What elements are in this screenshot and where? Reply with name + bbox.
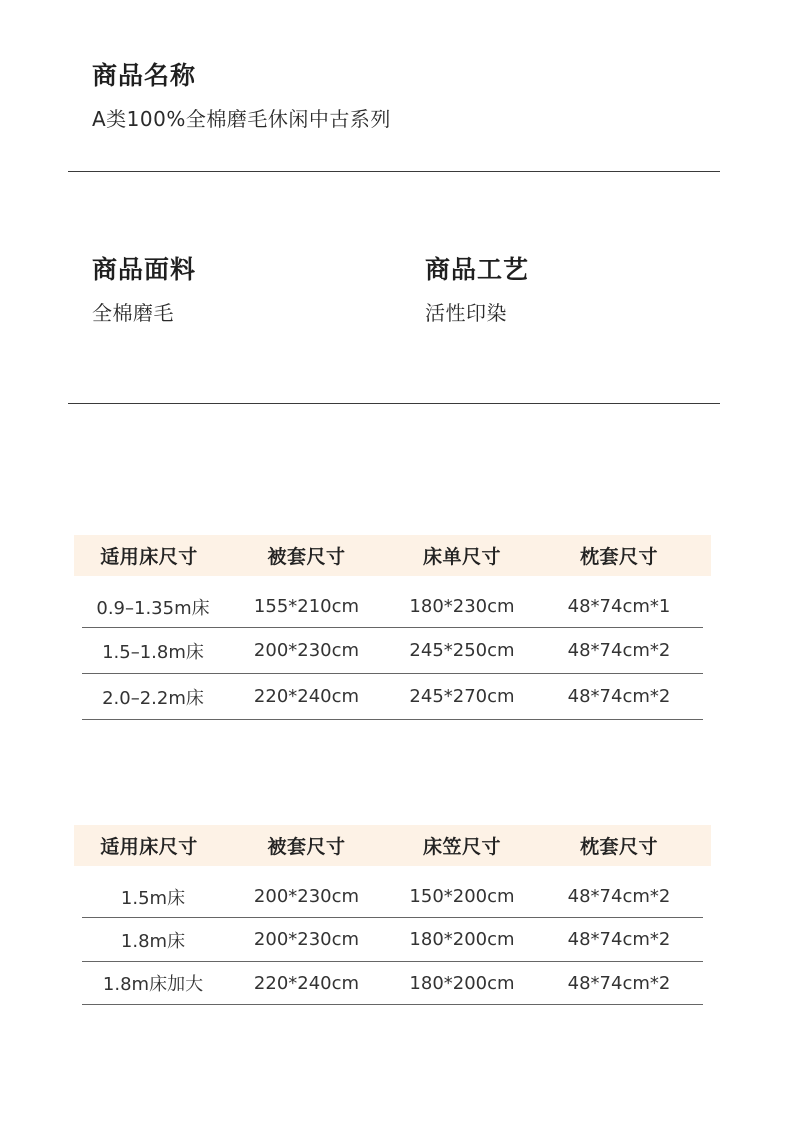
divider-2 <box>68 403 720 404</box>
product-name-title: 商品名称 <box>92 61 197 90</box>
header-sheet-size: 床单尺寸 <box>422 546 501 568</box>
table-header-row <box>74 535 711 576</box>
header-bed-size: 适用床尺寸 <box>100 546 198 568</box>
cell-duvet-size: 200*230cm <box>253 640 360 661</box>
header-pillowcase-size: 枕套尺寸 <box>579 546 658 568</box>
cell-pillowcase-size: 48*74cm*2 <box>567 972 671 994</box>
table-header-row <box>74 825 711 866</box>
table-row <box>82 962 703 1005</box>
header-bed-size: 适用床尺寸 <box>100 836 198 858</box>
table-row <box>82 628 703 674</box>
fabric-title: 商品面料 <box>92 255 197 284</box>
cell-duvet-size: 220*240cm <box>253 972 360 994</box>
product-name-value: A类100%全棉磨毛休闲中古系列 <box>92 107 391 131</box>
cell-duvet-size: 220*240cm <box>253 686 360 707</box>
cell-bed-size: 1.5m床 <box>120 887 186 909</box>
fabric-value: 全棉磨毛 <box>92 301 174 325</box>
header-duvet-size: 被套尺寸 <box>267 836 346 858</box>
cell-bed-size: 2.0–2.2m床 <box>102 687 204 709</box>
table-row <box>82 918 703 962</box>
cell-pillowcase-size: 48*74cm*2 <box>567 886 671 907</box>
cell-fitted-sheet-size: 180*200cm <box>409 972 515 994</box>
cell-pillowcase-size: 48*74cm*2 <box>567 929 671 950</box>
cell-duvet-size: 200*230cm <box>253 929 360 950</box>
cell-fitted-sheet-size: 150*200cm <box>409 886 515 907</box>
cell-sheet-size: 245*250cm <box>409 640 515 661</box>
cell-bed-size: 0.9–1.35m床 <box>96 597 210 619</box>
cell-sheet-size: 245*270cm <box>409 686 515 707</box>
cell-pillowcase-size: 48*74cm*2 <box>567 640 671 661</box>
size-table-bedsheet <box>74 535 711 720</box>
craft-title: 商品工艺 <box>425 255 530 284</box>
cell-bed-size: 1.8m床 <box>120 930 186 952</box>
cell-sheet-size: 180*230cm <box>409 596 515 617</box>
size-table-fitted-sheet <box>74 825 711 1005</box>
header-fitted-sheet-size: 床笠尺寸 <box>422 836 501 858</box>
table-row <box>82 866 703 918</box>
cell-pillowcase-size: 48*74cm*2 <box>567 686 671 707</box>
cell-duvet-size: 200*230cm <box>253 886 360 907</box>
table-row <box>82 674 703 720</box>
cell-pillowcase-size: 48*74cm*1 <box>567 596 671 617</box>
cell-duvet-size: 155*210cm <box>253 596 360 617</box>
header-pillowcase-size: 枕套尺寸 <box>579 836 658 858</box>
cell-fitted-sheet-size: 180*200cm <box>409 929 515 950</box>
cell-bed-size: 1.5–1.8m床 <box>102 641 204 663</box>
table-row <box>82 576 703 628</box>
header-duvet-size: 被套尺寸 <box>267 546 346 568</box>
craft-value: 活性印染 <box>425 301 507 325</box>
cell-bed-size: 1.8m床加大 <box>102 974 204 995</box>
divider-1 <box>68 171 720 172</box>
